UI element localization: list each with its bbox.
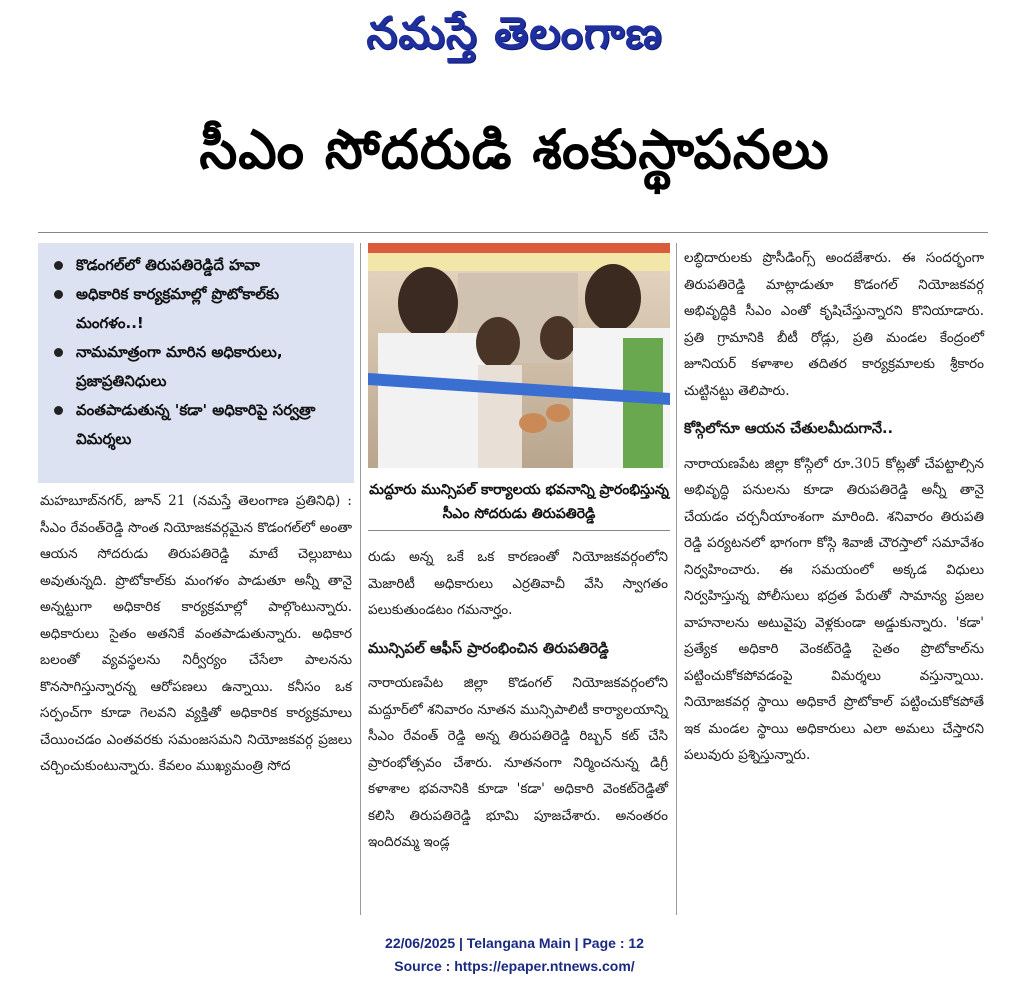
edition-info: 22/06/2025 | Telangana Main | Page : 12 [385,935,644,951]
highlight-item: కొడంగల్‌లో తిరుపతిరెడ్డిదే హవా [50,251,344,280]
bullet-icon [54,290,63,299]
bullet-icon [54,261,63,270]
article-column-2 [368,544,668,856]
source-link[interactable]: Source : https://epaper.ntnews.com/ [394,958,635,974]
article-subheading: మున్సిపల్ ఆఫీస్ ప్రారంభించిన తిరుపతిరెడ్డి [368,640,609,657]
bullet-icon [54,348,63,357]
article-subheading: కోస్గిలోనూ ఆయన చేతులమీదుగానే.. [684,421,894,437]
caption-divider [368,530,670,531]
article-paragraph: రుడు అన్న ఒకే ఒక కారణంతో నియోజకవర్గంలోని మెజారిటీ అధికారులు ఎర్రతివాచీ వేసి స్వాగతం పలుకుతుండటం గమనార్హం. [368,549,668,618]
article-column-3 [684,245,984,769]
page-footer [0,932,1029,978]
article-paragraph: నారాయణపేట జిల్లా కోస్గిలో రూ.305 కోట్లతో చేపట్టాల్సిన అభివృద్ధి పనులను కూడా తిరుపతిరెడ్డి అన్నీ తానై చేయడం చర్చనీయాంశంగా మారింది. శనివారం తిరుపతి రెడ్డి పర్యటనలో భాగంగా కోస్గి శివాజీ చౌరస్తాలో సమావేశం నిర్వహించారు. ఈ సమయంలో అక్కడ విధులు నిర్వహిస్తున్న పోలీసులు భద్రత పేరుతో సామాన్య ప్రజల వాహనాలను అటువైపు వెళ్లకుండా అడ్డుకున్నారు. 'కడా' ప్రత్యేక అధికారి వెంకట్‌రెడ్డి సైతం ప్రొటోకాల్‌ను పట్టించుకోకపోవడంపై విమర్శలు వస్తున్నాయి. నియోజకవర్గ స్థాయి అధికారే ప్రొటోకాల్ పట్టించుకోకపోతే ఇక మండల స్థాయి అధికారులు ఎలా అమలు చేస్తారని పలువురు ప్రశ్నిస్తున్నారు. [684,455,984,763]
article-paragraph: మహబూబ్‌నగర్, జూన్ 21 (నమస్తే తెలంగాణ ప్రతినిధి) : సీఎం రేవంత్‌రెడ్డి సొంత నియోజకవర్గమైన కొడంగల్‌లో అంతా ఆయన సోదరుడు తిరుపతిరెడ్డి మాటే చెల్లుబాటు అవుతున్నది. ప్రొటోకాల్‌కు మంగళం పాడుతూ అన్నీ తానై అన్నట్టుగా అధికారిక కార్యక్రమాల్లో పాల్గొంటున్నారు. అధికారులు సైతం అతనికే వంతపాడుతున్నారు. అధికార బలంతో వ్యవస్థలను నిర్వీర్యం చేసేలా పాలనను కొనసాగిస్తున్నారన్న ఆరోపణలు ఉన్నాయి. కనీసం ఒక సర్పంచ్‌గా కూడా గెలవని వ్యక్తితో అధికారిక కార్యక్రమాలు చేయించడం ఎంతవరకు సమంజసమని నియోజకవర్గ ప్రజలు చర్చించుకుంటున్నారు. కేవలం ముఖ్యమంత్రి సోద [40,493,352,774]
bullet-icon [54,406,63,415]
headline: సీఎం సోదరుడి శంకుస్థాపనలు [199,118,830,181]
highlight-item: నామమాత్రంగా మారిన అధికారులు, ప్రజాప్రతినిధులు [50,338,344,396]
news-photo [368,243,670,468]
highlight-item: వంతపాడుతున్న 'కడా' అధికారిపై సర్వత్రా విమర్శలు [50,396,344,454]
highlights-box [38,243,354,483]
ribbon-cutting-photo [368,243,670,468]
article-column-1 [40,488,352,780]
column-divider [676,243,677,915]
masthead-title: నమస్తే తెలంగాణ [366,8,663,59]
article-paragraph: నారాయణపేట జిల్లా కొడంగల్ నియోజకవర్గంలోని మద్దూర్‌లో శనివారం నూతన మున్సిపాలిటీ కార్యాలయాన్ని సీఎం రేవంత్ రెడ్డి అన్న తిరుపతిరెడ్డి రిబ్బన్ కట్ చేసి ప్రారంభోత్సవం చేశారు. నూతనంగా నిర్మించనున్న డిగ్రీ కళాశాల భవనానికి కూడా 'కడా' అధికారి వెంకట్‌రెడ్డితో కలిసి తిరుపతిరెడ్డి భూమి పూజచేశారు. అనంతరం ఇందిరమ్మ ఇండ్ల [368,675,668,850]
photo-caption: మద్దూరు మున్సిపల్ కార్యాలయ భవనాన్ని ప్రారంభిస్తున్న సీఎం సోదరుడు తిరుపతిరెడ్డి [369,482,669,522]
headline-divider [38,232,988,233]
highlight-item: అధికారిక కార్యక్రమాల్లో ప్రొటోకాల్‌కు మంగళం..! [50,280,344,338]
column-divider [360,243,361,915]
article-paragraph: లబ్ధిదారులకు ప్రొసీడింగ్స్ అందజేశారు. ఈ సందర్భంగా తిరుపతిరెడ్డి మాట్లాడుతూ కొడంగల్ నియోజకవర్గ అభివృద్ధికి సీఎం ఎంతో కృషిచేస్తున్నారని కొనియాడారు. ప్రతి గ్రామానికి బీటీ రోడ్లు, ప్రతి మండల కేంద్రంలో జూనియర్ కళాశాల తదితర కార్యక్రమాలకు శ్రీకారం చుట్టినట్టు తెలిపారు. [684,250,984,399]
